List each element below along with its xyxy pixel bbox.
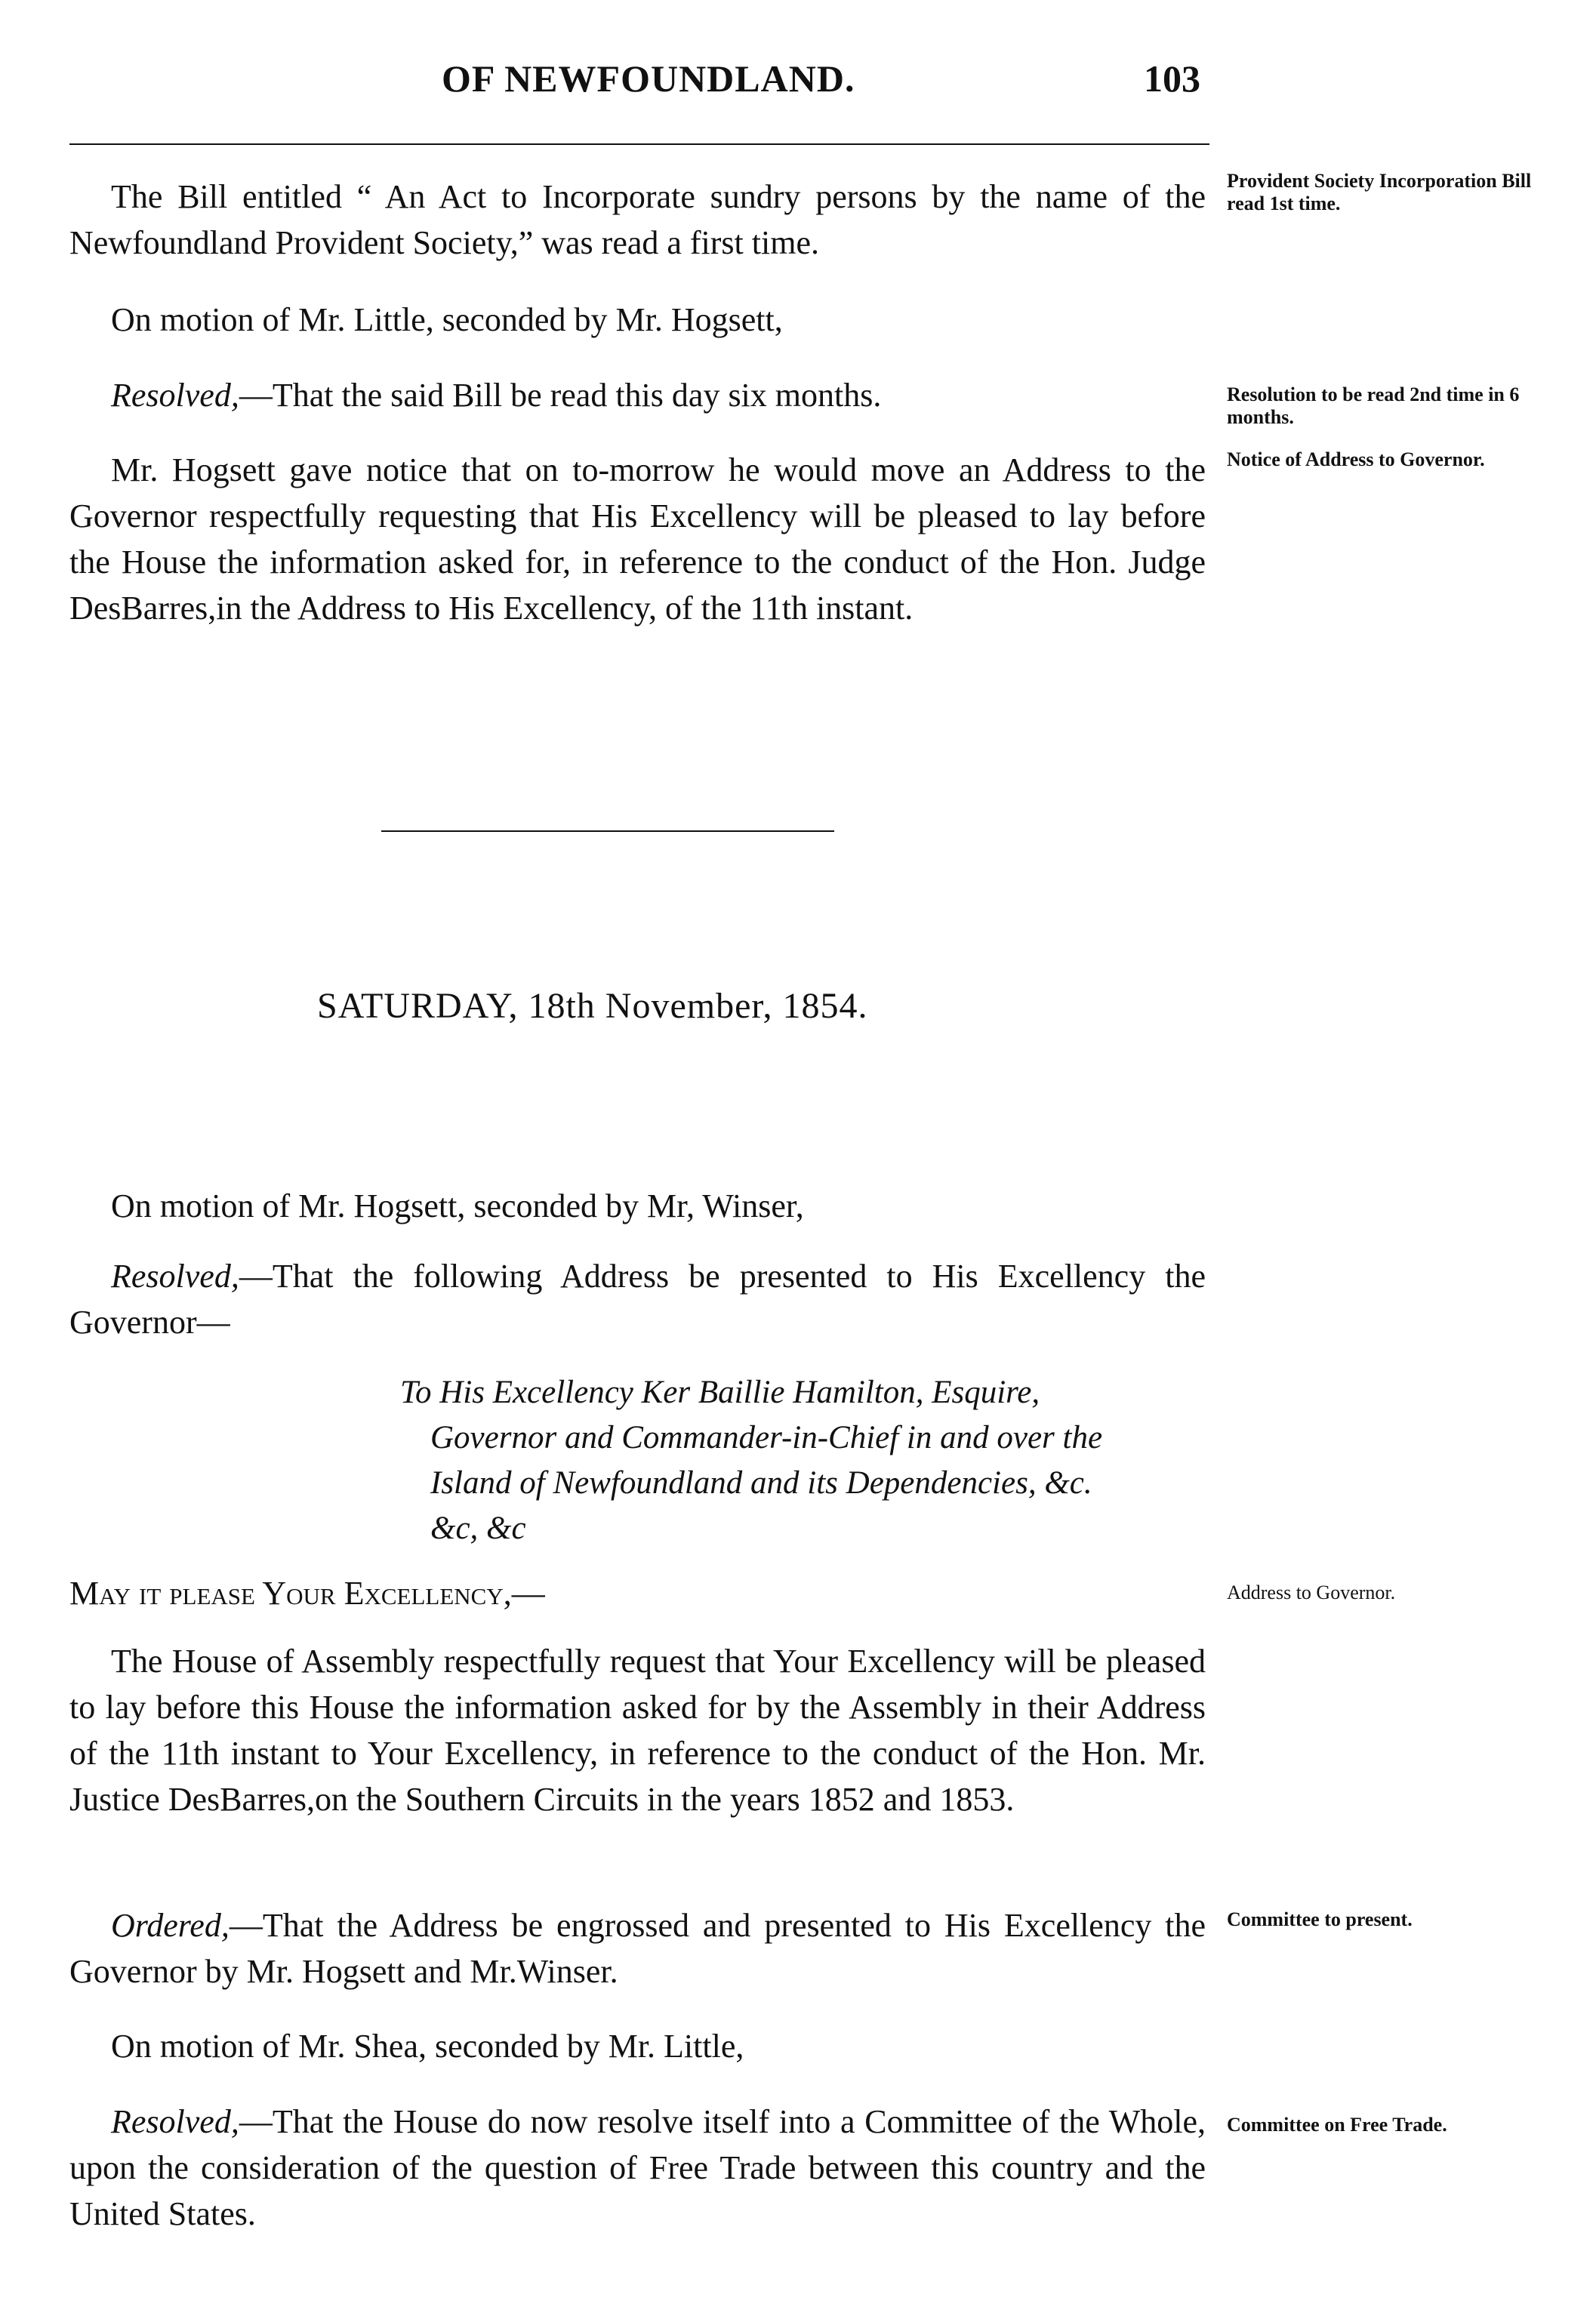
header-rule [69,143,1209,145]
resolved-lead: Resolved, [111,1258,239,1295]
resolved-text: —That the House do now resolve itself into a Committee of the Whole, upon the consideration of the question of Free Trade between this country and the United States. [69,2103,1206,2232]
resolved-lead: Resolved, [111,2103,239,2140]
paragraph-notice-of-address: Mr. Hogsett gave notice that on to-morrow he would move an Address to the Governor respectfully requesting that His Excellency will be pleased to lay before the House the information asked for, in reference to the conduct of the Hon. Judge DesBarres,in the Address to His Excellency, of the 11th instant. [69,451,1206,627]
paragraph-house-request: The House of Assembly respectfully request that Your Excellency will be pleased to lay before this House the information asked for by the Assembly in their Address of the 11th instant to Your Excellency, in reference to the conduct of the Hon. Mr. Justice DesBarres,on the Southern Circuits in the years 1852 and 1853. [69,1643,1206,1818]
salutation: May it please Your Excellency,— [69,1575,545,1612]
address-line: To His Excellency Ker Baillie Hamilton, Esquire, [400,1375,1040,1410]
paragraph-motion-shea: On motion of Mr. Shea, seconded by Mr. Little, [111,2028,744,2065]
address-line: Island of Newfoundland and its Dependencies, &c. [430,1465,1092,1501]
address-line: &c, &c [430,1511,526,1546]
margin-note-address: Address to Governor. [1227,1582,1396,1603]
paragraph-ordered [69,1902,1206,1994]
paragraph-motion-hogsett: On motion of Mr. Hogsett, seconded by Mr, Winser, [111,1187,804,1224]
resolved-text: —That the following Address be presented to His Excellency the Governor— [69,1258,1206,1341]
paragraph-resolved-free-trade [69,2099,1206,2237]
margin-note-six-months: Resolution to be read 2nd time in 6 months. [1227,383,1520,428]
margin-note-notice: Notice of Address to Governor. [1227,448,1485,470]
address-heading [400,1370,1215,1551]
paragraph-resolved-six-months [69,372,1206,418]
section-divider [381,830,834,832]
sitting-date-heading: SATURDAY, 18th November, 1854. [317,986,868,1026]
resolved-text: —That the said Bill be read this day six months. [239,377,882,414]
ordered-text: —That the Address be engrossed and presented to His Excellency the Governor by Mr. Hogsett and Mr.Winser. [69,1907,1206,1990]
paragraph-resolved-address [69,1253,1206,1345]
ordered-lead: Ordered, [111,1907,230,1944]
resolved-lead: Resolved, [111,377,239,414]
margin-note-bill-read: Provident Society Incorporation Bill read 1st time. [1227,170,1532,214]
paragraph-motion-little: On motion of Mr. Little, seconded by Mr. Hogsett, [111,301,783,338]
running-head-title: OF NEWFOUNDLAND. [442,57,855,100]
paragraph-bill-first-reading: The Bill entitled “ An Act to Incorporate sundry persons by the name of the Newfoundland Provident Society,” was read a first time. [69,178,1206,261]
address-line: Governor and Commander-in-Chief in and over the [430,1420,1103,1455]
margin-note-free-trade: Committee on Free Trade. [1227,2114,1447,2136]
page-number: 103 [1144,57,1200,100]
margin-note-committee-present: Committee to present. [1227,1908,1413,1930]
